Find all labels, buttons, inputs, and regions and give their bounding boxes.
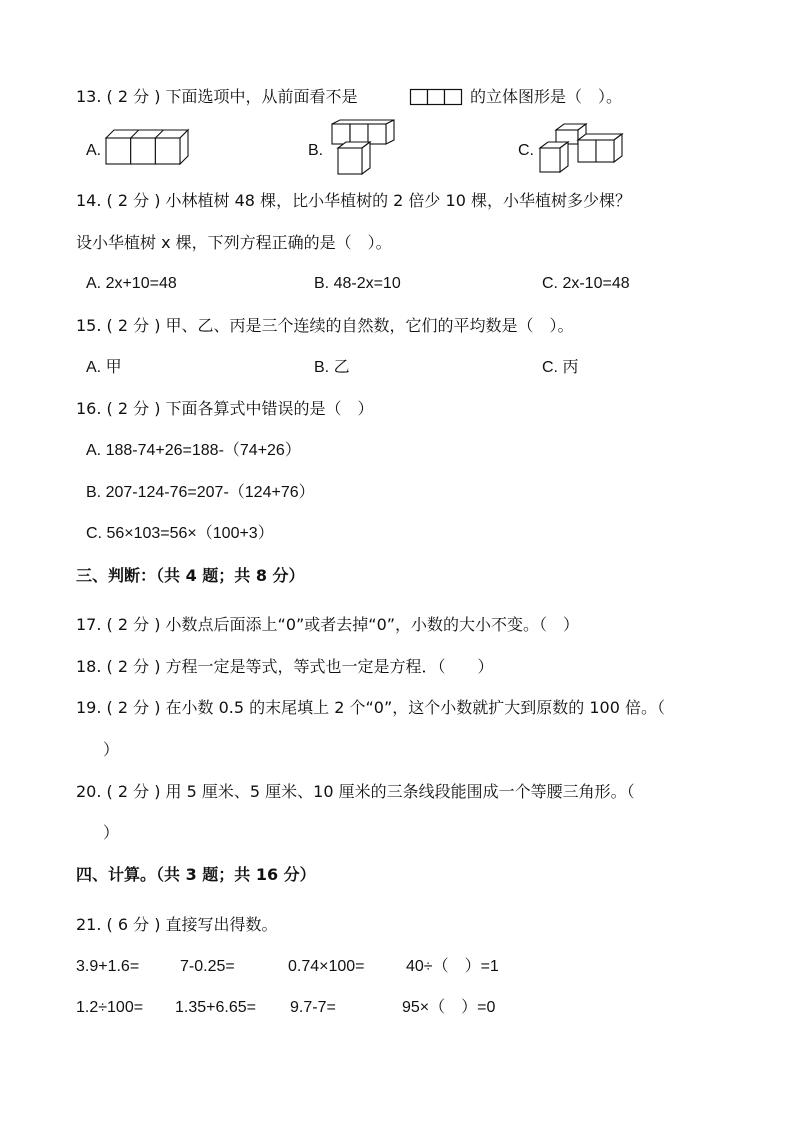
option-13-a-label[interactable]: A. (86, 142, 102, 159)
question-13-tail (470, 86, 622, 108)
calc-item: 9.7-7= (290, 999, 336, 1016)
calc-item: 3.9+1.6= (76, 958, 140, 975)
calc-item: 1.2÷100= (76, 999, 144, 1016)
calc-item: 7-0.25= (180, 958, 235, 975)
option-13-c-cube-figure[interactable] (538, 122, 624, 174)
option-13-a-cube-figure[interactable] (106, 130, 190, 166)
section-3-title: 三、判断：（共 4 题；共 8 分） (76, 566, 305, 585)
calc-item: 0.74×100= (288, 958, 365, 975)
calc-item: 1.35+6.65= (175, 999, 256, 1016)
option-16-b[interactable]: B. 207-124-76=207-（124+76） (86, 484, 315, 501)
option-13-c-label[interactable]: C. (518, 142, 534, 159)
option-14-c[interactable]: C. 2x-10=48 (542, 275, 630, 292)
question-13-text: 13. ( 2 分 ) 下面选项中，从前面看不是 (76, 87, 358, 106)
option-14-b[interactable]: B. 48-2x=10 (314, 275, 401, 292)
question-19: 19. ( 2 分 ) 在小数 0.5 的末尾填上 2 个“0”，这个小数就扩大到原数的 100 倍。（ (76, 698, 665, 717)
question-14-line-2: 设小华植树 x 棵，下列方程正确的是（ ）。 (76, 233, 392, 252)
question-21: 21. ( 6 分 ) 直接写出得数。 (76, 915, 278, 934)
question-19-continuation: ） (103, 740, 120, 759)
question-14-line-1: 14. ( 2 分 ) 小林植树 48 棵，比小华植树的 2 倍少 10 棵，小华植树多少棵？ (76, 191, 631, 210)
option-14-a[interactable]: A. 2x+10=48 (86, 275, 177, 292)
calc-item: 95×（ ）=0 (402, 999, 496, 1016)
option-15-a[interactable]: A. 甲 (86, 359, 122, 376)
question-13 (76, 86, 358, 108)
three-squares-front-view-figure (410, 89, 462, 105)
option-16-c[interactable]: C. 56×103=56×（100+3） (86, 525, 274, 542)
question-17: 17. ( 2 分 ) 小数点后面添上“0”或者去掉“0”，小数的大小不变。（ ） (76, 615, 580, 634)
section-4-title: 四、计算。（共 3 题；共 16 分） (76, 865, 316, 884)
question-18: 18. ( 2 分 ) 方程一定是等式，等式也一定是方程．（ ） (76, 657, 494, 676)
question-15: 15. ( 2 分 ) 甲、乙、丙是三个连续的自然数，它们的平均数是（ ）。 (76, 316, 574, 335)
option-15-c[interactable]: C. 丙 (542, 359, 579, 376)
option-15-b[interactable]: B. 乙 (314, 359, 350, 376)
option-16-a[interactable]: A. 188-74+26=188-（74+26） (86, 442, 301, 459)
question-13-text-after: 的立体图形是（ ）。 (470, 87, 623, 106)
question-20-continuation: ） (103, 823, 120, 842)
option-13-b-cube-figure[interactable] (328, 120, 400, 176)
calc-item: 40÷（ ）=1 (406, 958, 499, 975)
option-13-b-label[interactable]: B. (308, 142, 324, 159)
question-16: 16. ( 2 分 ) 下面各算式中错误的是（ ） (76, 399, 374, 418)
question-20: 20. ( 2 分 ) 用 5 厘米、5 厘米、10 厘米的三条线段能围成一个等腰三角形。（ (76, 782, 635, 801)
